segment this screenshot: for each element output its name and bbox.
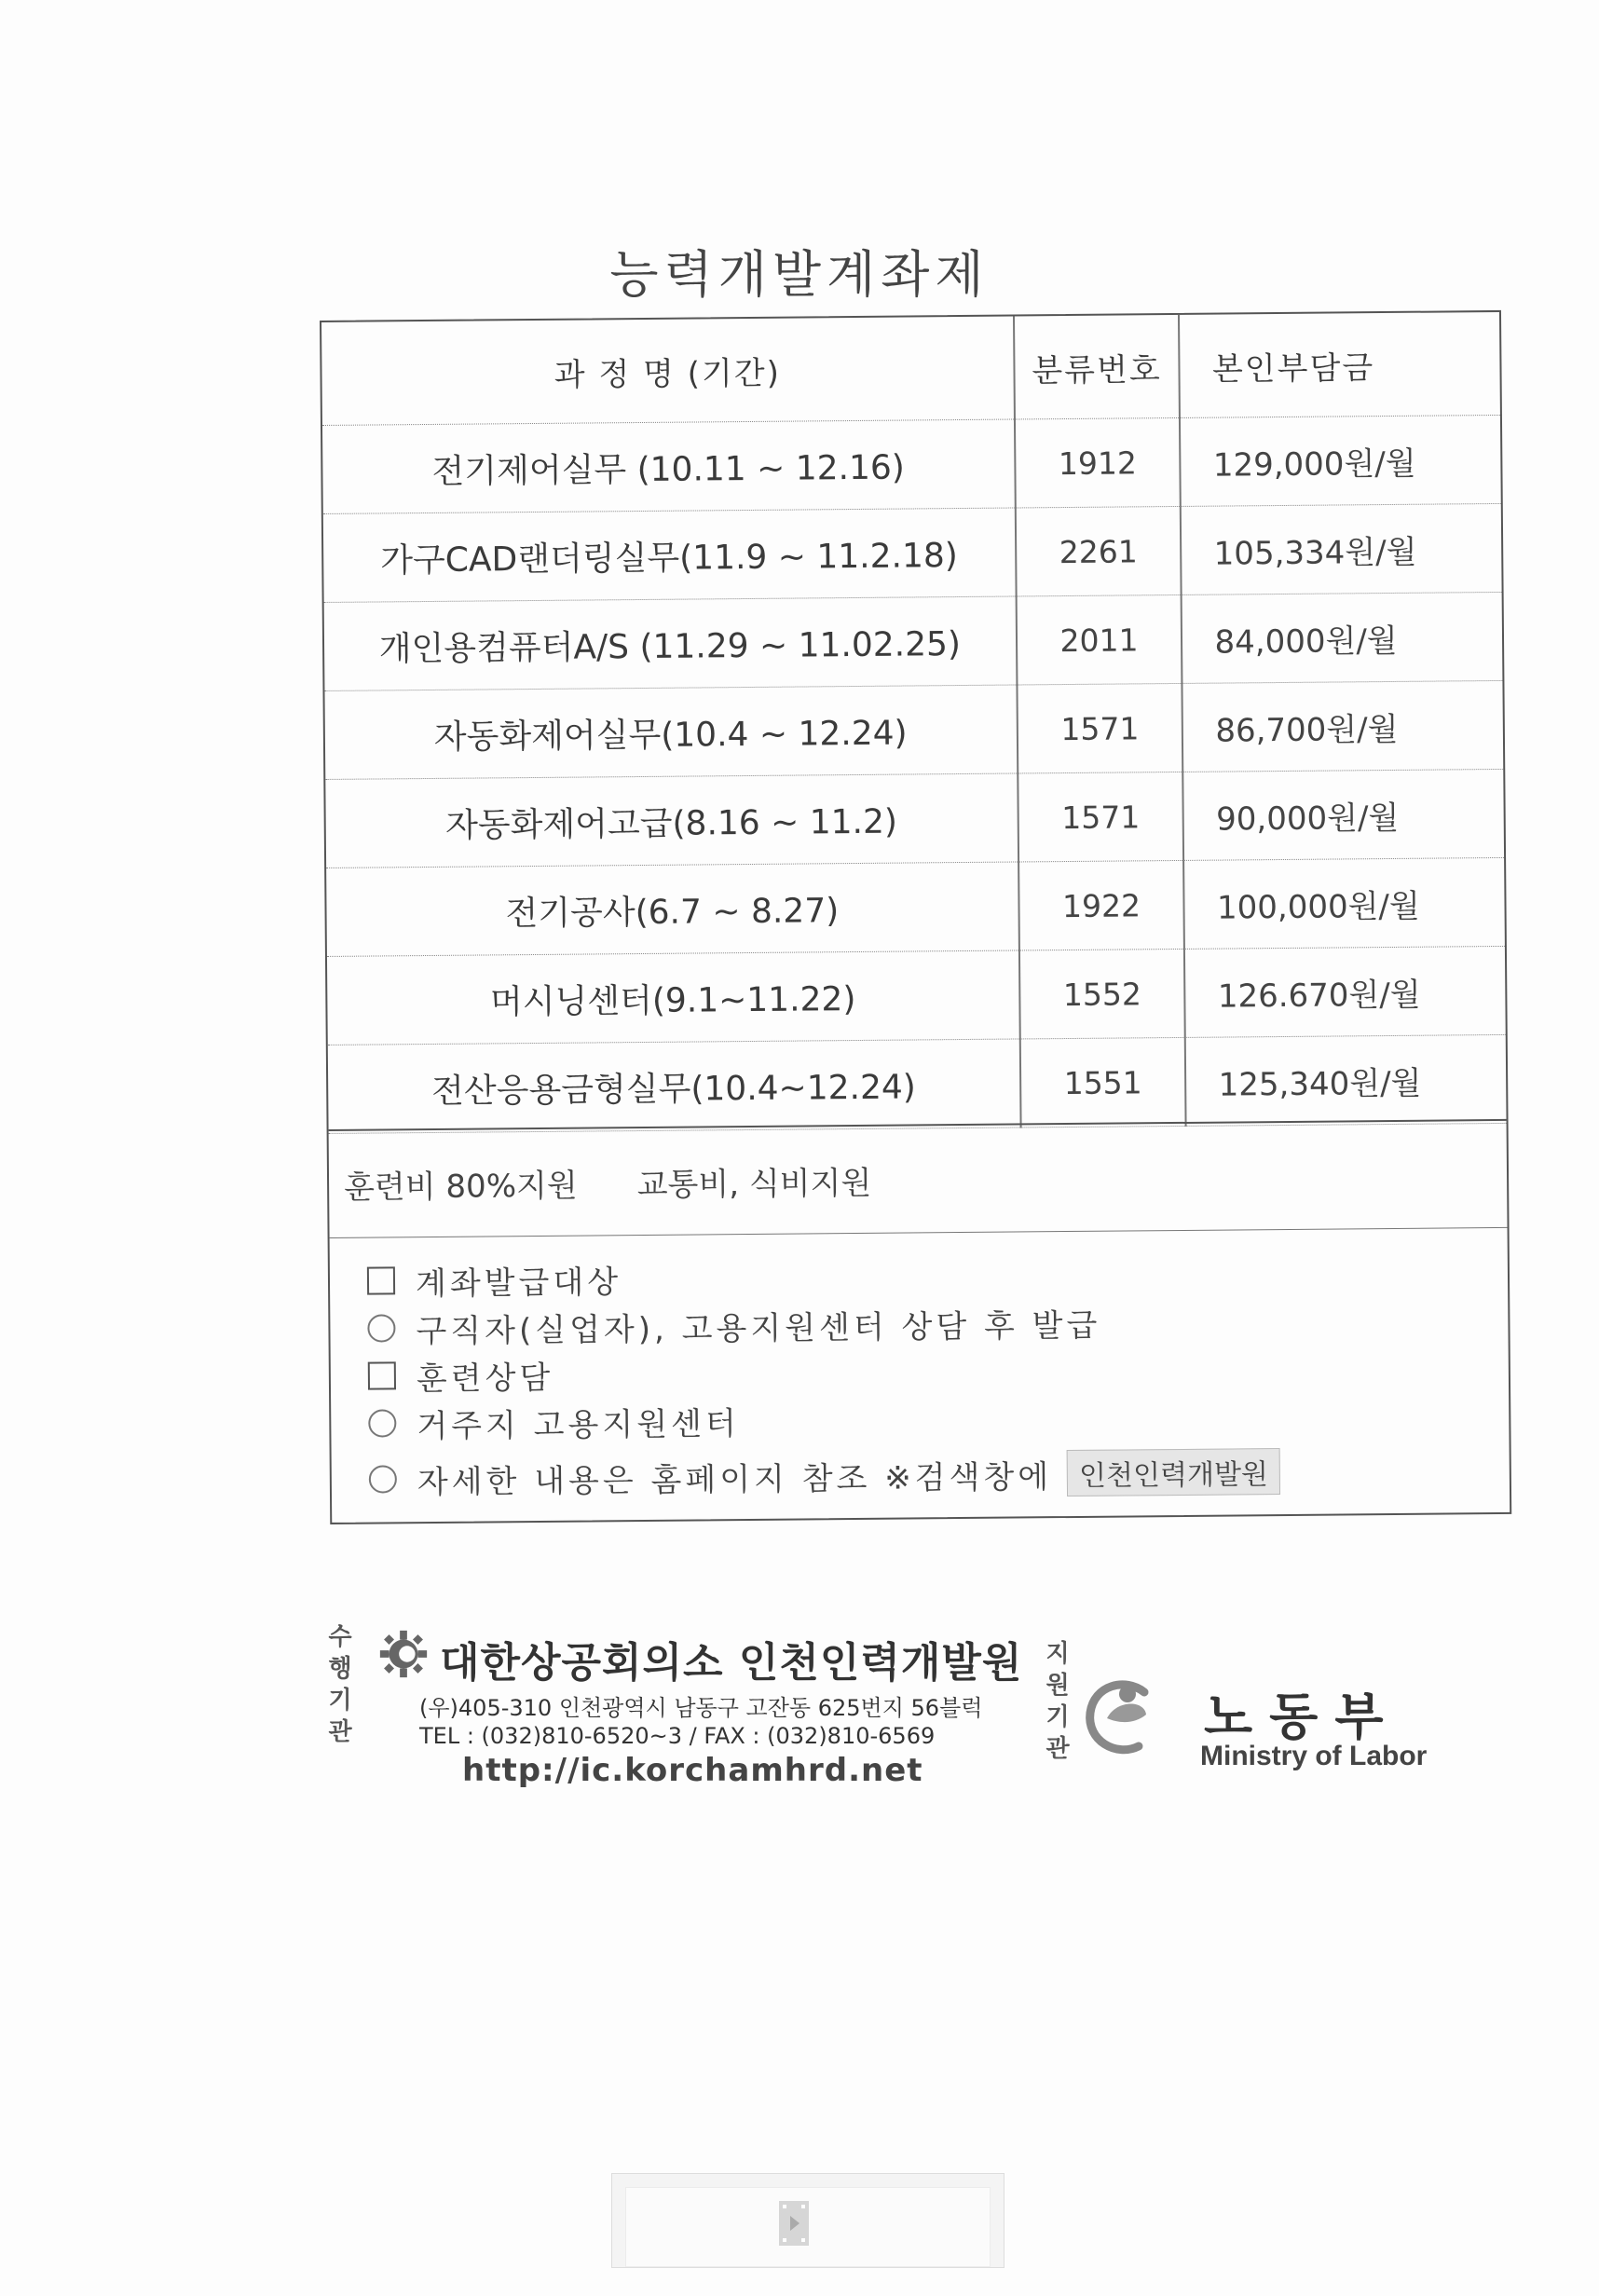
course-name: 전기공사(6.7 ~ 8.27) — [326, 862, 1018, 956]
circle-bullet-icon — [367, 1314, 395, 1342]
info-text: 계좌발급대상 — [415, 1263, 622, 1303]
label-char: 원 — [1046, 1672, 1070, 1700]
training-support-text: 훈련비 80%지원 — [343, 1167, 578, 1207]
table-row — [322, 415, 1501, 513]
info-text: 구직자(실업자), 고용지원센터 상담 후 발급 — [416, 1306, 1101, 1350]
course-table — [321, 312, 1507, 1134]
info-consult — [368, 1343, 1486, 1399]
label-char: 기 — [328, 1687, 352, 1715]
course-code: 1912 — [1015, 417, 1182, 508]
label-char: 수 — [328, 1623, 352, 1651]
ministry-name-english: Ministry of Labor — [1200, 1741, 1428, 1771]
course-name: 개인용컴퓨터A/S (11.29 ~ 11.02.25) — [324, 596, 1017, 690]
course-fee: 129,000원/월 — [1180, 415, 1500, 506]
course-fee: 100,000원/월 — [1184, 857, 1505, 949]
support-row — [329, 1119, 1508, 1238]
org-address-block — [419, 1694, 982, 1750]
info-text: 훈련상담 — [416, 1359, 554, 1398]
label-char: 지 — [1046, 1640, 1070, 1668]
footer — [326, 1621, 1444, 1789]
course-code: 1571 — [1017, 683, 1183, 773]
course-code: 2011 — [1016, 594, 1182, 685]
page-title: 능력개발계좌제 — [609, 245, 990, 304]
film-strip-icon — [766, 2195, 822, 2251]
support-label — [1044, 1638, 1072, 1765]
org-phone: TEL : (032)810-6520~3 / FAX : (032)810-6569 — [419, 1723, 936, 1749]
table-row — [325, 769, 1504, 868]
info-consult-detail — [368, 1390, 1486, 1446]
table-header-row — [321, 312, 1500, 426]
bottom-thumbnail — [611, 2173, 1004, 2268]
header-course-name: 과 정 명 (기간) — [321, 317, 1015, 426]
circle-bullet-icon — [368, 1409, 396, 1437]
ministry-name-korean: 노동부 — [1204, 1688, 1401, 1746]
course-code: 1922 — [1018, 860, 1185, 950]
label-char: 관 — [1046, 1735, 1070, 1763]
search-term-box: 인천인력개발원 — [1067, 1448, 1280, 1496]
course-fee: 126.670원/월 — [1184, 946, 1505, 1037]
label-char: 행 — [328, 1655, 352, 1683]
course-code: 2261 — [1015, 506, 1182, 596]
label-char: 관 — [328, 1718, 352, 1746]
header-class-code: 분류번호 — [1014, 315, 1181, 419]
course-fee: 84,000원/월 — [1182, 592, 1502, 683]
course-name: 전기제어실무 (10.11 ~ 12.16) — [322, 419, 1015, 513]
org-address: (우)405-310 인천광역시 남동구 고잔동 625번지 56블럭 — [419, 1695, 983, 1721]
course-code: 1551 — [1019, 1037, 1186, 1128]
table-row — [327, 946, 1506, 1045]
header-fee: 본인부담금 — [1179, 312, 1499, 417]
thumbnail-frame — [625, 2187, 991, 2267]
info-text: 자세한 내용은 홈페이지 참조 ※검색창에 — [417, 1457, 1053, 1501]
course-code: 1571 — [1018, 772, 1184, 862]
org-url: http://ic.korchamhrd.net — [462, 1752, 923, 1789]
checkbox-icon — [368, 1361, 396, 1389]
label-char: 기 — [1046, 1703, 1070, 1731]
circle-bullet-icon — [369, 1465, 397, 1493]
checkbox-icon — [367, 1266, 395, 1294]
course-fee: 125,340원/월 — [1185, 1034, 1506, 1126]
info-block — [367, 1248, 1487, 1503]
table-row — [328, 1034, 1507, 1133]
course-name: 자동화제어실무(10.4 ~ 12.24) — [324, 685, 1017, 779]
org-name: 대한상공회의소 인천인력개발원 — [440, 1639, 1023, 1687]
course-fee: 90,000원/월 — [1183, 769, 1504, 860]
info-account-target — [367, 1248, 1485, 1304]
gear-logo-icon — [376, 1627, 430, 1681]
ministry-logo-icon — [1079, 1672, 1163, 1765]
transport-support-text: 교통비, 식비지원 — [636, 1164, 872, 1204]
course-name: 자동화제어고급(8.16 ~ 11.2) — [325, 773, 1018, 868]
info-more — [369, 1446, 1487, 1502]
info-text: 거주지 고용지원센터 — [417, 1404, 740, 1445]
course-name: 전산응용금형실무(10.4~12.24) — [328, 1039, 1020, 1133]
table-row — [326, 857, 1505, 956]
course-fee: 105,334원/월 — [1181, 503, 1501, 594]
info-account-detail — [367, 1295, 1485, 1351]
course-name: 가구CAD랜더링실무(11.9 ~ 11.2.18) — [323, 508, 1016, 602]
table-row — [324, 680, 1503, 779]
table-row — [324, 592, 1503, 690]
operator-label — [326, 1621, 354, 1748]
course-fee: 86,700원/월 — [1182, 680, 1503, 772]
table-row — [323, 503, 1502, 602]
course-name: 머시닝센터(9.1~11.22) — [327, 950, 1019, 1045]
course-document — [320, 310, 1511, 1524]
course-code: 1552 — [1019, 949, 1186, 1039]
